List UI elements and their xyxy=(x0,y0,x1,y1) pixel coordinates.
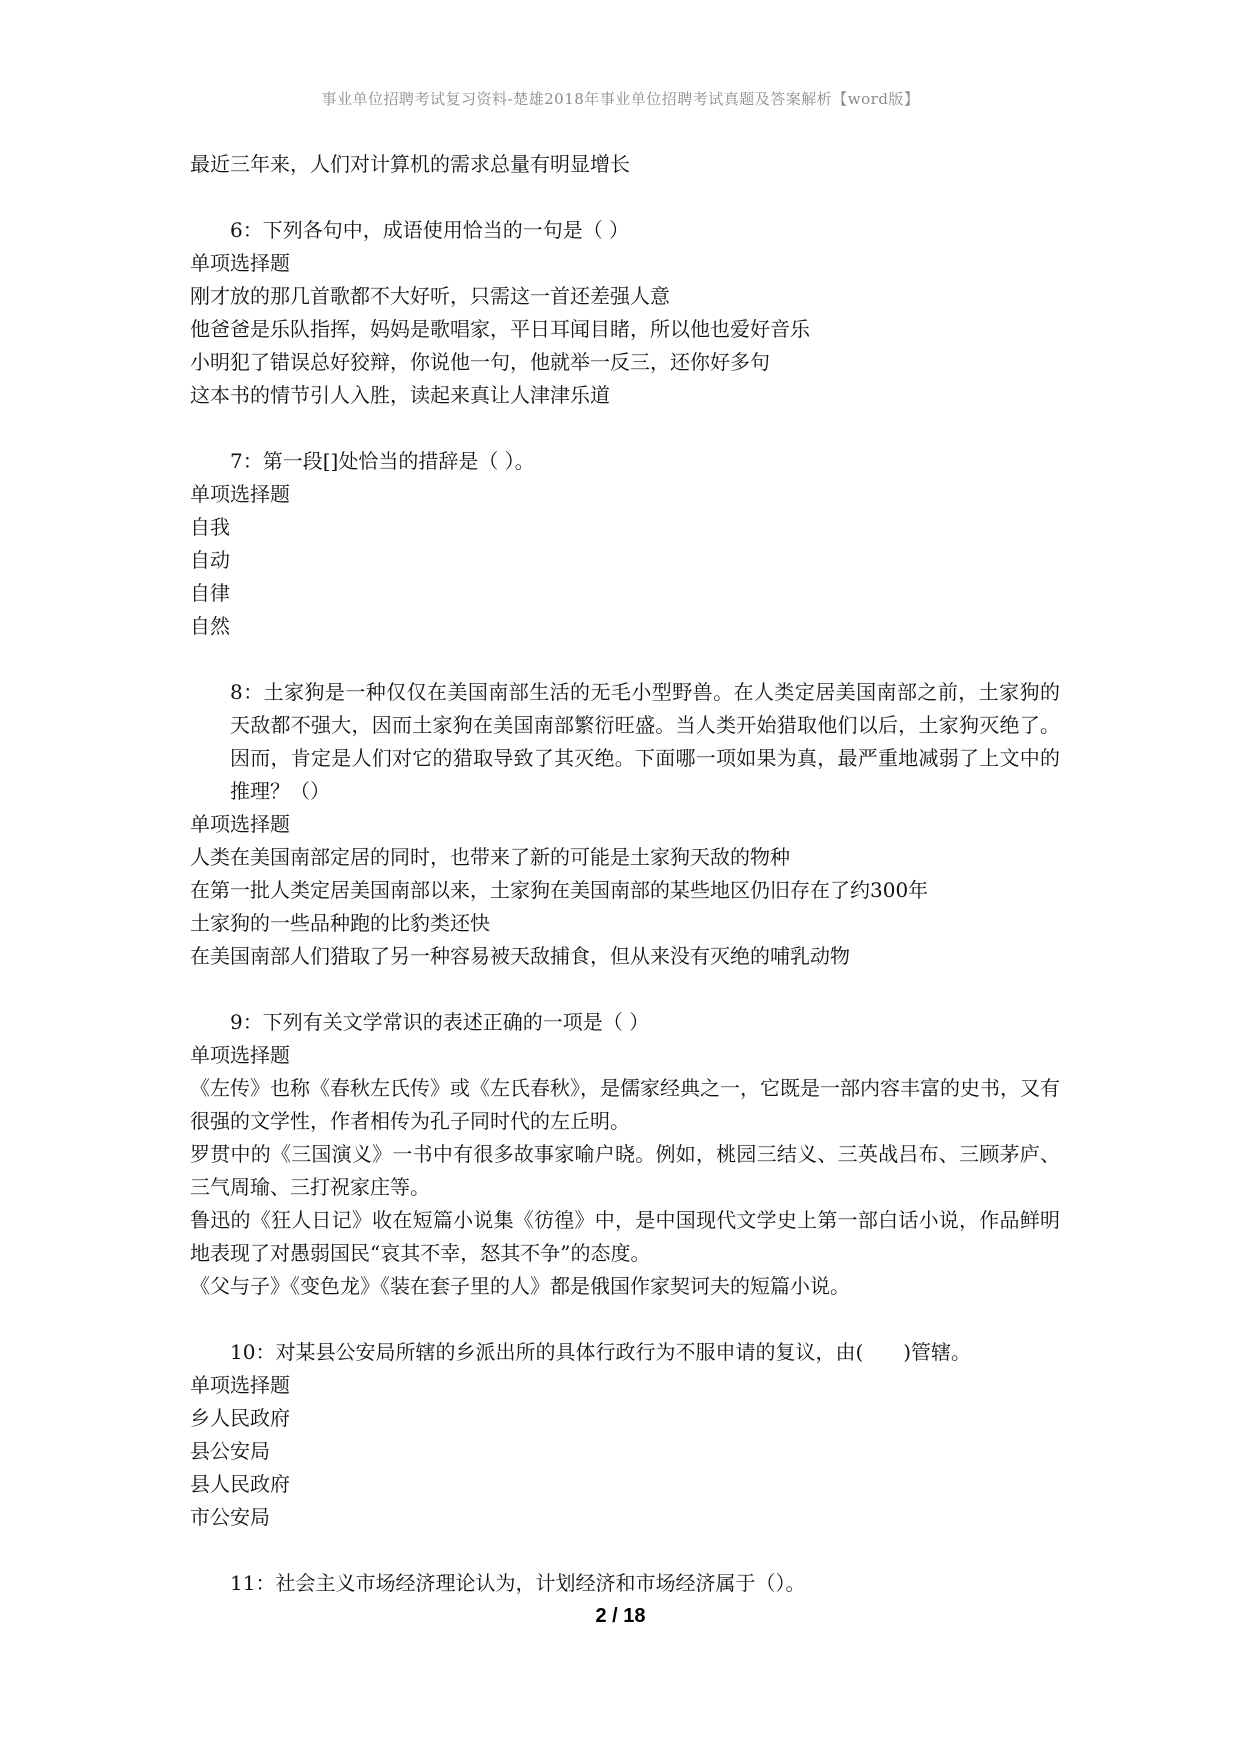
option: 这本书的情节引人入胜，读起来真让人津津乐道 xyxy=(190,383,610,407)
question-type: 单项选择题 xyxy=(190,482,290,506)
question-stem: 8：土家狗是一种仅仅在美国南部生活的无毛小型野兽。在人类定居美国南部之前，土家狗的天敌都不强大，因而土家狗在美国南部繁衍旺盛。当人类开始猎取他们以后，土家狗灭绝了。因而，肯定是人们对它的猎取导致了其灭绝。下面哪一项如果为真，最严重地减弱了上文中的推理？（） xyxy=(230,680,1060,803)
option: 自律 xyxy=(190,581,230,605)
option: 自我 xyxy=(190,515,230,539)
question-type: 单项选择题 xyxy=(190,812,290,836)
option: 罗贯中的《三国演义》一书中有很多故事家喻户晓。例如，桃园三结义、三英战吕布、三顾茅庐、三气周瑜、三打祝家庄等。 xyxy=(190,1142,1060,1199)
question-type: 单项选择题 xyxy=(190,1373,290,1397)
question-type: 单项选择题 xyxy=(190,1043,290,1067)
intro-line: 最近三年来，人们对计算机的需求总量有明显增长 xyxy=(190,152,630,176)
question-stem: 6：下列各句中，成语使用恰当的一句是（ ） xyxy=(230,218,630,242)
option: 自然 xyxy=(190,614,230,638)
spacer xyxy=(190,181,1060,214)
question-6 xyxy=(190,214,1060,412)
option: 自动 xyxy=(190,548,230,572)
spacer xyxy=(190,1303,1060,1336)
option: 土家狗的一些品种跑的比豹类还快 xyxy=(190,911,490,935)
option: 在美国南部人们猎取了另一种容易被天敌捕食，但从来没有灭绝的哺乳动物 xyxy=(190,944,850,968)
option: 刚才放的那几首歌都不大好听，只需这一首还差强人意 xyxy=(190,284,670,308)
question-type: 单项选择题 xyxy=(190,251,290,275)
question-11 xyxy=(190,1567,1060,1600)
question-9 xyxy=(190,1006,1060,1303)
question-8 xyxy=(190,676,1060,973)
question-10 xyxy=(190,1336,1060,1534)
option: 乡人民政府 xyxy=(190,1406,290,1430)
page-header: 事业单位招聘考试复习资料-楚雄2018年事业单位招聘考试真题及答案解析【word版】 xyxy=(321,90,920,108)
question-stem: 10：对某县公安局所辖的乡派出所的具体行政行为不服申请的复议，由( )管辖。 xyxy=(230,1340,972,1364)
option: 县人民政府 xyxy=(190,1472,290,1496)
option: 他爸爸是乐队指挥，妈妈是歌唱家，平日耳闻目睹，所以他也爱好音乐 xyxy=(190,317,810,341)
question-stem: 11：社会主义市场经济理论认为，计划经济和市场经济属于（）。 xyxy=(230,1571,806,1595)
spacer xyxy=(190,973,1060,1006)
spacer xyxy=(190,643,1060,676)
option: 小明犯了错误总好狡辩，你说他一句，他就举一反三，还你好多句 xyxy=(190,350,770,374)
page-number: 2 / 18 xyxy=(595,1605,646,1627)
option: 市公安局 xyxy=(190,1505,270,1529)
question-stem: 7：第一段[]处恰当的措辞是（ ）。 xyxy=(230,449,535,473)
option: 《左传》也称《春秋左氏传》或《左氏春秋》，是儒家经典之一，它既是一部内容丰富的史书，又有很强的文学性，作者相传为孔子同时代的左丘明。 xyxy=(190,1076,1060,1133)
document-body xyxy=(190,148,1060,1600)
option: 在第一批人类定居美国南部以来，土家狗在美国南部的某些地区仍旧存在了约300年 xyxy=(190,878,929,902)
option: 县公安局 xyxy=(190,1439,270,1463)
spacer xyxy=(190,1534,1060,1567)
spacer xyxy=(190,412,1060,445)
question-7 xyxy=(190,445,1060,643)
option: 人类在美国南部定居的同时，也带来了新的可能是土家狗天敌的物种 xyxy=(190,845,790,869)
question-stem: 9：下列有关文学常识的表述正确的一项是（ ） xyxy=(230,1010,650,1034)
option: 鲁迅的《狂人日记》收在短篇小说集《彷徨》中，是中国现代文学史上第一部白话小说，作品鲜明地表现了对愚弱国民“哀其不幸，怒其不争”的态度。 xyxy=(190,1208,1060,1265)
option: 《父与子》《变色龙》《装在套子里的人》都是俄国作家契诃夫的短篇小说。 xyxy=(190,1274,850,1298)
